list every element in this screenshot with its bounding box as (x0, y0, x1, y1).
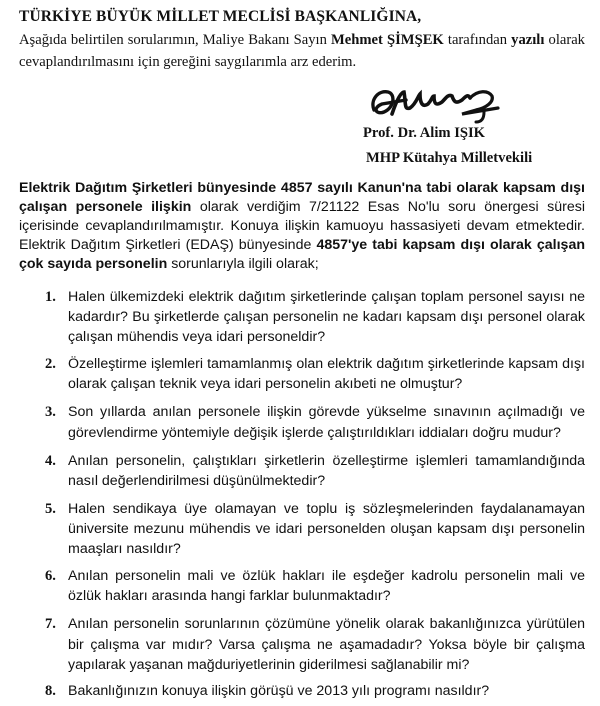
body-bold-2: 4857'ye tabi kapsam dışı olarak çalışan çok sayıda personelin (19, 236, 586, 272)
intro-text-1: Aşağıda belirtilen sorularımın, Maliye Bakanı Sayın (19, 32, 332, 48)
intro-paragraph (19, 30, 585, 73)
body-text-2: sorunlarıyla ilgili olarak; (167, 255, 319, 272)
question-5 (45, 499, 585, 560)
question-text: Anılan personelin sorunlarının çözümüne yönelik olarak bakanlığınızca yürütülen bir çalışma var mıdır? Varsa çalışma ne aşamadadır? Yoksa böyle bir çalışma yapılarak yaşanan mağduriyetlerinin giderilmesi sağlanabilir mi? (68, 616, 585, 673)
question-number: 7. (45, 616, 56, 633)
body-paragraph (19, 179, 585, 274)
handwritten-signature (366, 80, 504, 124)
intro-text-2: tarafından (443, 32, 512, 48)
question-number: 1. (45, 289, 56, 305)
question-text: Bakanlığınızın konuya ilişkin görüşü ve 2013 yılı programı nasıldır? (68, 683, 490, 700)
question-text: Anılan personelin mali ve özlük hakları ile eşdeğer kadrolu personelin mali ve özlük hakları arasında hangi farklar bulunmaktadır? (68, 568, 585, 605)
question-text: Son yıllarda anılan personele ilişkin görevde yükselme sınavının açılmadığı ve görevlendirme yöntemiyle değişik işlerde çalıştırıldıkları iddiaları doğru mudur? (68, 404, 585, 441)
intro-text-3: olarak cevaplandırılmasını için gereğini saygılarımla arz ederim. (19, 32, 585, 70)
question-1 (45, 287, 585, 348)
question-number: 6. (45, 568, 56, 585)
question-8 (45, 681, 585, 701)
signer-title: MHP Kütahya Milletvekili (366, 150, 533, 166)
body-text-1: olarak verdiğim 7/21122 Esas No'lu soru önergesi süresi içerisinde cevaplandırılmamıştır. Konuya ilişkin kamuoyu hassasiyeti devam etmektedir. Elektrik Dağıtım Şirketleri (EDAŞ) bünyesinde (19, 198, 586, 253)
body-bold-1: Elektrik Dağıtım Şirketleri bünyesinde 4857 sayılı Kanun'na tabi olarak kapsam dışı çalışan personele ilişkin (19, 180, 585, 215)
question-number: 3. (45, 404, 56, 421)
question-2 (45, 354, 585, 394)
question-number: 4. (45, 452, 56, 469)
question-text: Halen sendikaya üye olamayan ve toplu iş sözleşmelerinden faydalanamayan üniversite mezunu mühendis ve idari personelden oluşan kapsam dışı personelin maaşları nasıldır? (68, 501, 585, 558)
intro-bold-word: yazılı (511, 32, 545, 48)
minister-name: Mehmet ŞİMŞEK (331, 32, 444, 48)
question-7 (45, 614, 585, 675)
question-4 (45, 451, 585, 491)
question-number: 2. (45, 355, 56, 372)
signer-name: Prof. Dr. Alim IŞIK (363, 125, 486, 141)
question-text: Özelleştirme işlemleri tamamlanmış olan elektrik dağıtım şirketlerinde kapsam dışı olarak çalışan teknik veya idari personelin akıbeti ne olmuştur? (68, 355, 585, 393)
question-number: 5. (45, 501, 56, 518)
question-3 (45, 402, 585, 442)
addressee-heading: TÜRKİYE BÜYÜK MİLLET MECLİSİ BAŞKANLIĞINA, (19, 8, 422, 25)
question-number: 8. (45, 683, 56, 700)
question-text: Halen ülkemizdeki elektrik dağıtım şirketlerinde çalışan toplam personel sayısı ne kadardır? Bu şirketlerde çalışan personelin ne kadarı kapsam dışı personel olarak çalışan mühendis veya idari personeldir? (68, 289, 585, 346)
question-text: Anılan personelin, çalıştıkları şirketlerin özelleştirme işlemleri tamamlandığında nasıl değerlendirilmesi düşünülmektedir? (68, 452, 585, 489)
question-6 (45, 566, 585, 606)
